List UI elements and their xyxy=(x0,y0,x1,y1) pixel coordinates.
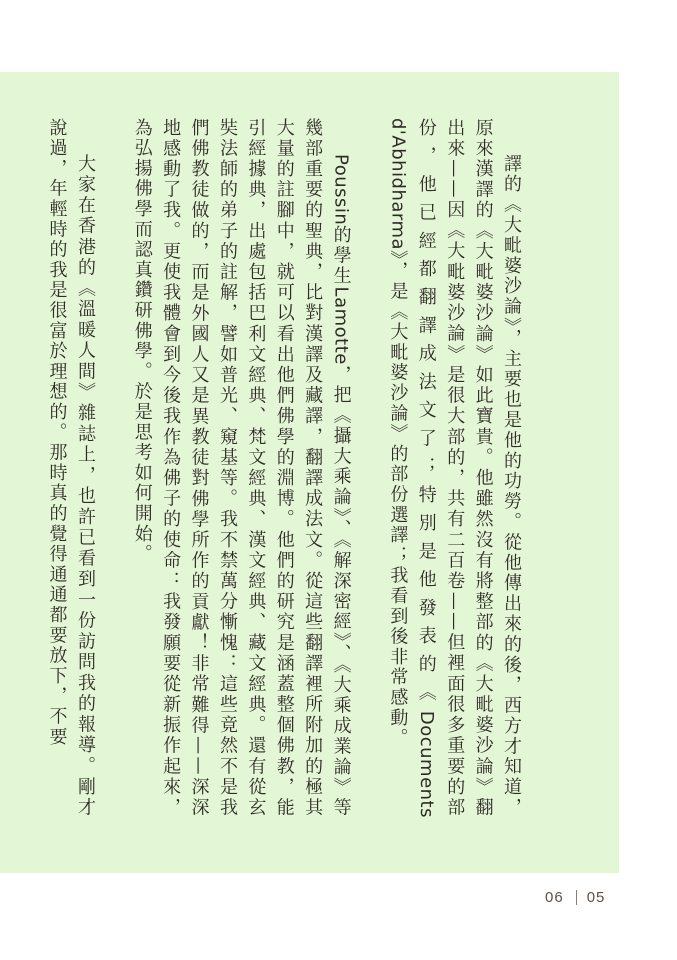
paragraph xyxy=(42,118,99,818)
text-segment: 譯的《大毗婆沙論》，主要也是他的功勞。從他傳出來的後，西方才知道，原來漢譯的《大毗婆沙論》如此寶貴。他雖然沒有將整部的《大毗婆沙論》翻出來——因《大毗婆沙論》是很大部的，共有二百卷——但裡面很多重要的部份，他已經都翻譯成法文了；特別是他發表的《 xyxy=(415,118,522,818)
vertical-text-body xyxy=(42,118,525,818)
text-segment-latin: Documents d'Abhidharma xyxy=(387,118,437,818)
text-segment: ，把《攝大乘論》、《解深密經》、《大乘成業論》等幾部重要的聖典，比對漢譯及藏譯，翻譯成法文。從這些翻譯裡所附加的極其大量的註腳中，就可以看出他們佛學的淵博。他們的研究是涵蓋整個佛教，能引經據典，出處包括巴利文經典、梵文經典、漢文經典、藏文經典。還有從玄奘法師的弟子的註解，譬如普光、窺基等。我不禁萬分慚愧：這些竟然不是我們佛教徒做的，而是外國人又是異教徒對佛學所作的貢獻！非常難得——深深地感動了我。更使我體會到今後我作為佛子的使命：我發願要從新振作起來，為弘揚佛學而認真鑽研佛學。於是思考如何開始。 xyxy=(131,118,352,818)
page-number-right: 05 xyxy=(586,889,606,906)
page-number-divider xyxy=(576,890,577,905)
page-numbers xyxy=(545,889,605,906)
paragraph xyxy=(127,118,354,818)
text-segment: 的學生 xyxy=(330,225,352,287)
text-segment-latin: Poussin xyxy=(330,154,352,226)
text-segment: 大家在香港的《溫暖人間》雜誌上，也許已看到一份訪問我的報導。剛才說過，年輕時的我是很富於理想的。那時真的覺得通通都要放下，不要 xyxy=(46,118,96,818)
text-segment: 》，是《大毗婆沙論》的部份選譯；我看到後非常感動。 xyxy=(387,250,409,749)
page-number-left: 06 xyxy=(545,889,564,906)
paragraph xyxy=(383,118,525,818)
text-segment-latin: Lamotte xyxy=(330,286,352,365)
